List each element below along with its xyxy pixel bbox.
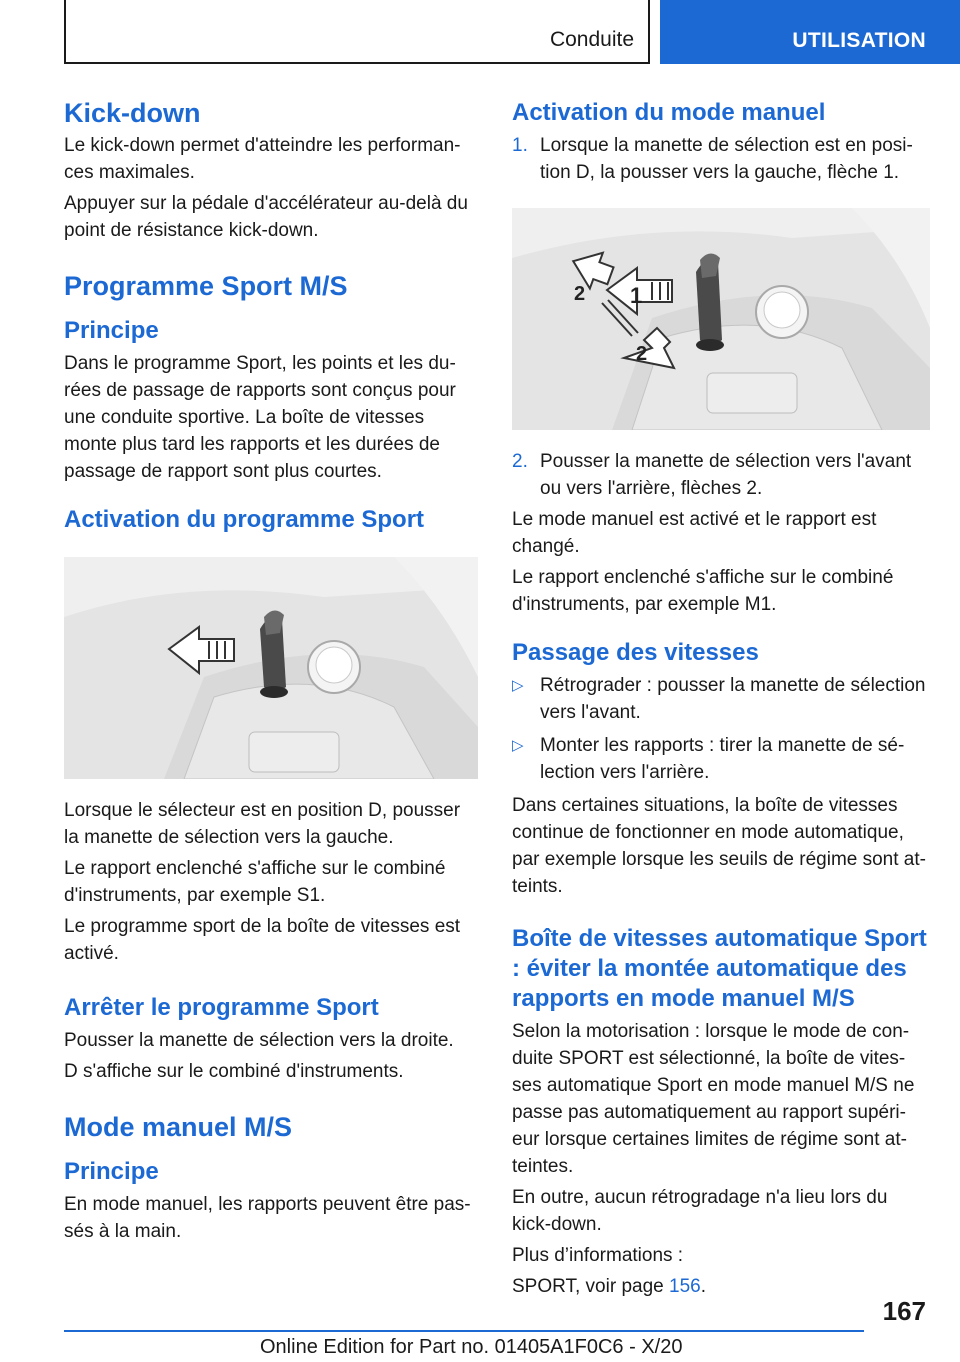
figure-label-1: 1 xyxy=(630,283,643,308)
gear-selector-illustration-manual xyxy=(512,208,930,430)
stop-sport-heading: Arrêter le programme Sport xyxy=(64,994,379,1021)
principe-heading-2: Principe xyxy=(64,1158,159,1185)
step-2 xyxy=(512,448,930,502)
header-section-tab xyxy=(660,0,960,64)
more-info: Plus d’informations : xyxy=(512,1245,684,1266)
gear-selector-illustration-sport xyxy=(64,557,478,779)
activation-paragraph-2: Le rapport enclenché s'affiche sur le combiné d'instruments, par exemple S1. xyxy=(64,858,446,906)
bullet-upshift xyxy=(512,732,930,786)
step-1-number: 1. xyxy=(512,135,528,156)
manual-paragraph-1: Le mode manuel est activé et le rapport est changé. xyxy=(512,509,877,557)
activation-manual-heading: Activation du mode manuel xyxy=(512,99,826,126)
principe-paragraph-1: Dans le programme Sport, les points et les du- rées de passage de rapports sont conçus pour une conduite sportive. La boîte de vitesses monte plus tard les rapports et les durées de passage de rapport sont plus courtes. xyxy=(64,353,456,482)
step-1-text: Lorsque la manette de sélection est en posi- tion D, la pousser vers la gauche, flèche 1. xyxy=(540,135,913,183)
gear-selector-sport-drawing xyxy=(64,557,478,779)
activation-sport-heading: Activation du programme Sport xyxy=(64,506,425,533)
bullet-upshift-text: Monter les rapports : tirer la manette de sé- lection vers l'arrière. xyxy=(540,735,905,783)
kickdown-heading: Kick-down xyxy=(64,98,201,128)
bullet-downshift xyxy=(512,672,930,726)
page-156-link[interactable]: 156 xyxy=(669,1276,701,1297)
figure-label-2-lower: 2 xyxy=(636,343,648,365)
triangle-bullet-icon: ▷ xyxy=(512,737,524,754)
principe-paragraph-2: En mode manuel, les rapports peuvent être pas- sés à la main. xyxy=(64,1194,471,1242)
shift-paragraph: Dans certaines situations, la boîte de vitesses continue de fonctionner en mode automatique, par exemple lorsque les seuils de régime sont at- teints. xyxy=(512,795,926,897)
footer-edition: Online Edition for Part no. 01405A1F0C6 - X/20 xyxy=(260,1336,683,1358)
sport-reference-text: SPORT, voir page xyxy=(512,1276,670,1297)
principe-heading-1: Principe xyxy=(64,317,159,344)
auto-paragraph-2: En outre, aucun rétrogradage n'a lieu lors du kick-down. xyxy=(512,1187,888,1235)
sport-program-heading: Programme Sport M/S xyxy=(64,271,348,301)
bullet-downshift-text: Rétrograder : pousser la manette de sélection vers l'avant. xyxy=(540,675,926,723)
figure-label-2-upper: 2 xyxy=(574,283,586,305)
step-1 xyxy=(512,132,930,186)
stop-paragraph-2: D s'affiche sur le combiné d'instruments. xyxy=(64,1061,404,1082)
header-frame xyxy=(64,0,650,64)
stop-paragraph-1: Pousser la manette de sélection vers la droite. xyxy=(64,1030,454,1051)
triangle-bullet-icon: ▷ xyxy=(512,677,524,694)
step-2-text: Pousser la manette de sélection vers l'avant ou vers l'arrière, flèches 2. xyxy=(540,451,912,499)
step-2-number: 2. xyxy=(512,451,528,472)
page-number: 167 xyxy=(882,1296,926,1326)
auto-sport-heading: Boîte de vitesses automatique Sport : éviter la montée automatique des rapports en mode manuel M/S xyxy=(512,925,927,1012)
auto-paragraph-1: Selon la motorisation : lorsque le mode de con- duite SPORT est sélectionné, la boîte de vites- ses automatique Sport en mode manuel M/S ne passe pas automatiquement au rapport supéri- eur lorsque certaines limites de régime sont at- teintes. xyxy=(512,1021,915,1177)
header-chapter: Conduite xyxy=(549,28,634,51)
activation-paragraph-3: Le programme sport de la boîte de vitesses est activé. xyxy=(64,916,461,964)
kickdown-paragraph-1: Le kick-down permet d'atteindre les performan- ces maximales. xyxy=(64,135,461,183)
manual-paragraph-2: Le rapport enclenché s'affiche sur le combiné d'instruments, par exemple M1. xyxy=(512,567,894,615)
kickdown-paragraph-2: Appuyer sur la pédale d'accélérateur au-delà du point de résistance kick-down. xyxy=(64,193,468,241)
activation-paragraph-1: Lorsque le sélecteur est en position D, pousser la manette de sélection vers la gauche. xyxy=(64,800,461,848)
header-section-label: UTILISATION xyxy=(792,29,926,52)
sport-reference xyxy=(512,1273,930,1300)
manual-mode-heading: Mode manuel M/S xyxy=(64,1112,293,1142)
footer-rule xyxy=(64,1330,864,1332)
sport-reference-end: . xyxy=(700,1276,706,1297)
gear-selector-manual-drawing xyxy=(512,208,930,430)
left-column xyxy=(64,98,478,1249)
right-column xyxy=(512,98,930,1304)
shift-heading: Passage des vitesses xyxy=(512,639,759,666)
